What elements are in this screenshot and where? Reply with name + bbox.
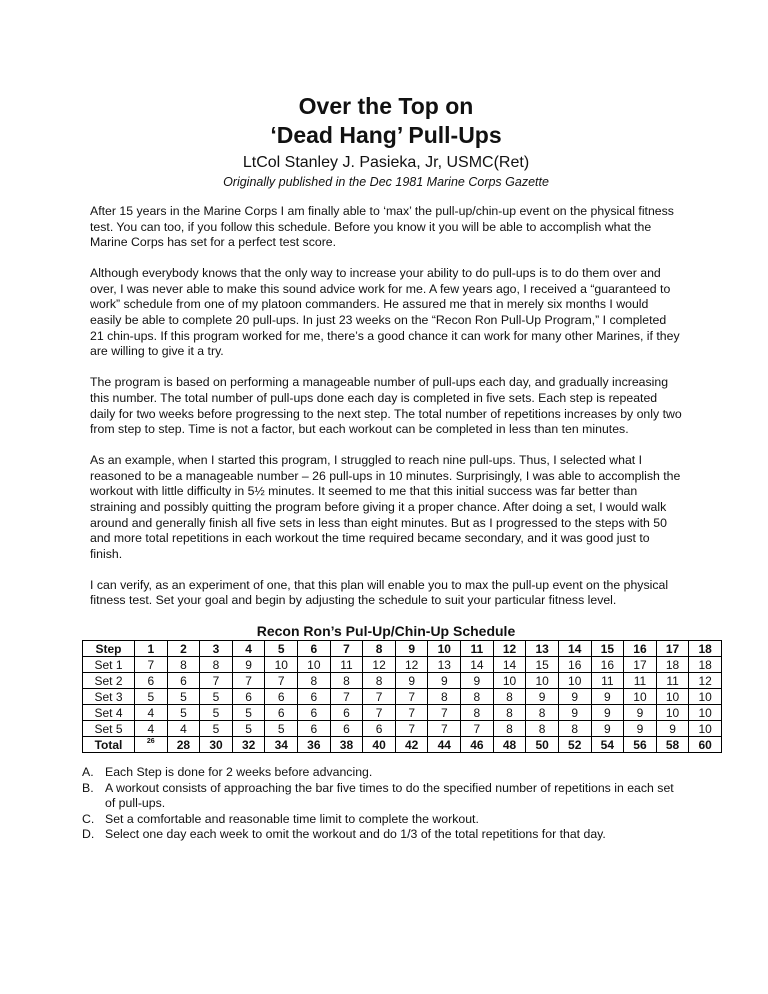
step-header-cell: 13 — [526, 641, 559, 657]
total-cell: 36 — [298, 737, 331, 753]
table-cell: 8 — [200, 657, 233, 673]
table-cell: 7 — [395, 689, 428, 705]
table-cell: 11 — [624, 673, 657, 689]
table-cell: 6 — [298, 689, 331, 705]
table-cell: 4 — [135, 721, 168, 737]
set-row-label: Set 1 — [83, 657, 135, 673]
table-cell: 6 — [265, 705, 298, 721]
step-header-cell: 15 — [591, 641, 624, 657]
table-cell: 9 — [395, 673, 428, 689]
table-cell: 10 — [558, 673, 591, 689]
step-header-cell: 10 — [428, 641, 461, 657]
table-cell: 16 — [591, 657, 624, 673]
schedule-body — [83, 657, 722, 753]
table-cell: 7 — [232, 673, 265, 689]
total-cell: 46 — [461, 737, 494, 753]
table-cell: 7 — [200, 673, 233, 689]
table-cell: 7 — [461, 721, 494, 737]
table-cell: 9 — [232, 657, 265, 673]
table-cell: 10 — [689, 721, 722, 737]
table-cell: 8 — [461, 705, 494, 721]
table-cell: 5 — [232, 705, 265, 721]
table-cell: 5 — [200, 705, 233, 721]
total-row-label: Total — [83, 737, 135, 753]
table-cell: 14 — [461, 657, 494, 673]
paragraph-program: The program is based on performing a manageable number of pull-ups each day, and gradually increasing this number. The total number of pull-ups done each day is completed in five sets. Each step is repeated daily for two weeks before progressing to the next step. The total number of repetitions increases by only two from step to step. Time is not a factor, but each workout can be completed in less than ten minutes. — [90, 375, 682, 437]
total-cell: 30 — [200, 737, 233, 753]
table-row — [83, 705, 722, 721]
table-cell: 8 — [558, 721, 591, 737]
table-row — [83, 689, 722, 705]
table-cell: 8 — [493, 705, 526, 721]
step-header-cell: 8 — [363, 641, 396, 657]
step-header-label: Step — [83, 641, 135, 657]
paragraph-intro: After 15 years in the Marine Corps I am finally able to ‘max’ the pull-up/chin-up event on the physical fitness test. You can too, if you follow this schedule. Before you know it you will be able to accomplish what the Marine Corps has set for a perfect test score. — [90, 204, 674, 250]
table-cell: 8 — [330, 673, 363, 689]
set-row-label: Set 3 — [83, 689, 135, 705]
step-header-cell: 16 — [624, 641, 657, 657]
table-cell: 10 — [298, 657, 331, 673]
step-header-cell: 2 — [167, 641, 200, 657]
table-cell: 8 — [363, 673, 396, 689]
note-marker: D. — [82, 827, 95, 842]
table-cell: 5 — [167, 689, 200, 705]
table-cell: 9 — [591, 705, 624, 721]
table-cell: 10 — [689, 689, 722, 705]
table-cell: 10 — [493, 673, 526, 689]
step-header-cell: 17 — [656, 641, 689, 657]
step-header-cell: 6 — [298, 641, 331, 657]
table-cell: 5 — [167, 705, 200, 721]
title-line-2: ‘Dead Hang’ Pull-Ups — [270, 122, 502, 148]
list-item — [82, 781, 682, 812]
step-header-cell: 7 — [330, 641, 363, 657]
table-cell: 9 — [428, 673, 461, 689]
list-item — [82, 827, 682, 843]
step-header-cell: 18 — [689, 641, 722, 657]
note-text: Set a comfortable and reasonable time limit to complete the workout. — [105, 811, 479, 826]
table-cell: 9 — [461, 673, 494, 689]
table-cell: 13 — [428, 657, 461, 673]
table-cell: 11 — [656, 673, 689, 689]
table-cell: 12 — [363, 657, 396, 673]
table-cell: 12 — [689, 673, 722, 689]
table-cell: 9 — [624, 705, 657, 721]
table-cell: 10 — [526, 673, 559, 689]
total-cell — [135, 737, 168, 753]
table-cell: 15 — [526, 657, 559, 673]
step-header-cell: 5 — [265, 641, 298, 657]
schedule-table — [82, 640, 722, 753]
table-cell: 7 — [428, 705, 461, 721]
table-cell: 7 — [363, 705, 396, 721]
paragraph-background: Although everybody knows that the only way to increase your ability to do pull-ups is to do them over and over, I was never able to make this sound advice work for me. A few years ago, I received a “guaranteed to work” schedule from one of my platoon commanders. He assured me that in merely six months I would easily be able to complete 20 pull-ups. In just 23 weeks on the “Recon Ron Pull-Up Program,” I completed 21 chin-ups. If this program worked for me, there’s a good chance it can work for many other Marines, if they are willing to give it a try. — [90, 266, 680, 359]
table-cell: 8 — [526, 721, 559, 737]
note-text: A workout consists of approaching the bar five times to do the specified number of repetitions in each set of pull-ups. — [105, 780, 674, 811]
note-marker: C. — [82, 811, 95, 826]
note-marker: A. — [82, 765, 94, 780]
total-cell: 52 — [558, 737, 591, 753]
total-cell: 42 — [395, 737, 428, 753]
table-cell: 8 — [167, 657, 200, 673]
table-cell: 8 — [428, 689, 461, 705]
table-cell: 8 — [493, 721, 526, 737]
author-line: LtCol Stanley J. Pasieka, Jr, USMC(Ret) — [242, 154, 530, 171]
table-cell: 9 — [624, 721, 657, 737]
table-cell: 5 — [200, 689, 233, 705]
set-row-label: Set 4 — [83, 705, 135, 721]
total-cell: 54 — [591, 737, 624, 753]
total-cell: 58 — [656, 737, 689, 753]
table-cell: 11 — [591, 673, 624, 689]
total-row — [83, 737, 722, 753]
total-cell: 38 — [330, 737, 363, 753]
table-cell: 7 — [135, 657, 168, 673]
table-row — [83, 673, 722, 689]
table-cell: 6 — [135, 673, 168, 689]
total-cell: 28 — [167, 737, 200, 753]
step-header-cell: 14 — [558, 641, 591, 657]
table-cell: 6 — [167, 673, 200, 689]
table-row — [83, 721, 722, 737]
table-cell: 5 — [265, 721, 298, 737]
total-cell: 32 — [232, 737, 265, 753]
paragraph-conclusion: I can verify, as an experiment of one, that this plan will enable you to max the pull-up event on the physical fitness test. Set your goal and begin by adjusting the schedule to suit your particular fitness level. — [90, 577, 669, 608]
table-cell: 4 — [135, 705, 168, 721]
table-cell: 16 — [558, 657, 591, 673]
table-row — [83, 657, 722, 673]
table-cell: 10 — [624, 689, 657, 705]
step-header-cell: 4 — [232, 641, 265, 657]
list-item — [82, 812, 682, 828]
document-title — [90, 92, 682, 150]
table-cell: 7 — [395, 721, 428, 737]
document-page — [82, 92, 712, 843]
total-cell: 40 — [363, 737, 396, 753]
table-cell: 4 — [167, 721, 200, 737]
step-header-cell: 11 — [461, 641, 494, 657]
schedule-header-row — [83, 641, 722, 657]
table-cell: 10 — [689, 705, 722, 721]
table-cell: 6 — [363, 721, 396, 737]
publication-note: Originally published in the Dec 1981 Marine Corps Gazette — [223, 175, 549, 189]
step-header-cell: 3 — [200, 641, 233, 657]
table-cell: 6 — [265, 689, 298, 705]
table-cell: 6 — [330, 721, 363, 737]
notes-list — [82, 765, 682, 843]
total-cell: 50 — [526, 737, 559, 753]
set-row-label: Set 2 — [83, 673, 135, 689]
table-cell: 8 — [461, 689, 494, 705]
table-cell: 17 — [624, 657, 657, 673]
table-cell: 6 — [298, 721, 331, 737]
paragraph-example: As an example, when I started this program, I struggled to reach nine pull-ups. Thus, I selected what I reasoned to be a manageable number – 26 pull-ups in 10 minutes. Surprisingly, I was able to accomplish the workout with little difficulty in 5½ minutes. It seemed to me that this initial success was far better than straining and possibly quitting the program before giving it a proper chance. After doing a set, I would walk around and generally finish all five sets in less than eight minutes. But as I progressed to the steps with 50 and more total repetitions in each workout the time required became secondary, and it was good just to finish. — [90, 453, 681, 561]
table-cell: 10 — [265, 657, 298, 673]
step-header-cell: 9 — [395, 641, 428, 657]
note-text: Select one day each week to omit the workout and do 1/3 of the total repetitions for that day. — [105, 827, 606, 842]
table-cell: 9 — [558, 705, 591, 721]
step-header-cell: 1 — [135, 641, 168, 657]
table-cell: 7 — [363, 689, 396, 705]
table-cell: 9 — [526, 689, 559, 705]
table-cell: 5 — [232, 721, 265, 737]
step-header-cell: 12 — [493, 641, 526, 657]
total-cell: 48 — [493, 737, 526, 753]
table-cell: 14 — [493, 657, 526, 673]
total-cell-value: 26 — [146, 737, 155, 745]
set-row-label: Set 5 — [83, 721, 135, 737]
table-cell: 8 — [526, 705, 559, 721]
table-cell: 6 — [298, 705, 331, 721]
table-cell: 18 — [689, 657, 722, 673]
table-cell: 7 — [265, 673, 298, 689]
table-cell: 8 — [493, 689, 526, 705]
table-cell: 9 — [558, 689, 591, 705]
table-cell: 9 — [591, 689, 624, 705]
table-cell: 12 — [395, 657, 428, 673]
table-cell: 6 — [330, 705, 363, 721]
table-cell: 11 — [330, 657, 363, 673]
title-line-1: Over the Top on — [298, 93, 474, 119]
list-item — [82, 765, 682, 781]
total-cell: 44 — [428, 737, 461, 753]
total-cell: 60 — [689, 737, 722, 753]
note-marker: B. — [82, 780, 94, 795]
table-cell: 5 — [135, 689, 168, 705]
table-cell: 18 — [656, 657, 689, 673]
table-cell: 10 — [656, 705, 689, 721]
table-cell: 9 — [656, 721, 689, 737]
total-cell: 34 — [265, 737, 298, 753]
table-cell: 7 — [395, 705, 428, 721]
table-cell: 7 — [428, 721, 461, 737]
table-cell: 5 — [200, 721, 233, 737]
table-cell: 7 — [330, 689, 363, 705]
table-cell: 6 — [232, 689, 265, 705]
table-cell: 8 — [298, 673, 331, 689]
note-text: Each Step is done for 2 weeks before advancing. — [105, 765, 373, 780]
table-cell: 10 — [656, 689, 689, 705]
schedule-title: Recon Ron’s Pul-Up/Chin-Up Schedule — [256, 623, 516, 640]
total-cell: 56 — [624, 737, 657, 753]
table-cell: 9 — [591, 721, 624, 737]
